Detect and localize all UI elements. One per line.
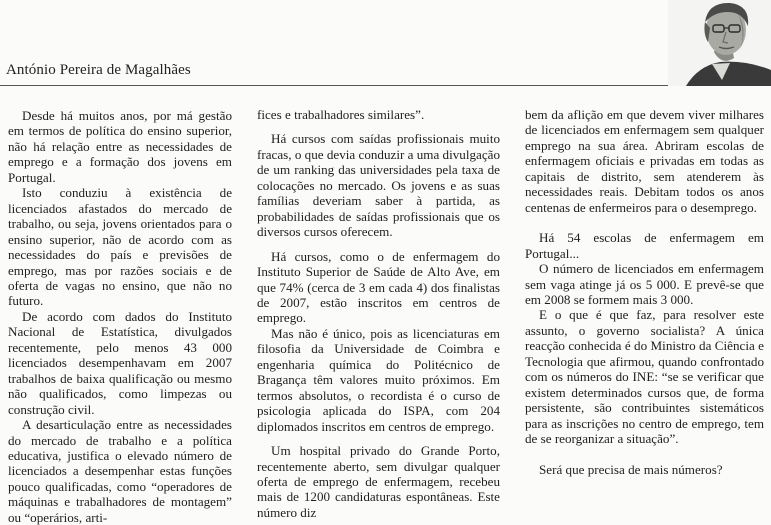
paragraph: Há cursos, como o de enfermagem do Instituto Superior de Saúde de Alto Ave, em que 74% (cerca de 3 em cada 4) dos finalistas de 2007, estão inscritos em centros de emprego. <box>257 248 500 326</box>
paragraph: E o que é que faz, para resolver este assunto, o governo socialista? A única reacção conhecida é do Ministro da Ciência e Tecnologia que afirmou, quando confrontado com os números do INE: “se se verificar que existem determinados cursos que, de forma persistente, são contribuintes sistemáticos para as inscrições no centro de emprego, tem de se reorganizar a situação”. <box>525 307 764 447</box>
article-column-3 <box>525 107 764 477</box>
paragraph: Isto conduziu à existência de licenciados afastados do mercado de trabalho, ou seja, jovens orientados para o ensino superior, não de acordo com as necessidades do país e previsões de emprego, mas por razões sociais e de oferta de vagas no ensino, que não no futuro. <box>8 185 232 309</box>
paragraph: A desarticulação entre as necessidades do mercado de trabalho e a política educativa, justifica o elevado número de licenciados a desempenhar estas funções pouco qualificadas, como “operadores de máquinas e trabalhadores de montagem” ou “operários, arti- <box>8 417 232 525</box>
paragraph: Será que precisa de mais números? <box>539 461 723 477</box>
header-rule <box>0 85 668 86</box>
paragraph: Há cursos com saídas profissionais muito fracas, o que devia conduzir a uma divulgação de um ranking das universidades pela taxa de colocações no mercado. Os jovens e as suas famílias deveriam saber à partida, as probabilidades de saídas profissionais que os diversos cursos oferecem. <box>257 131 500 240</box>
author-photo <box>668 0 771 86</box>
author-byline: António Pereira de Magalhães <box>6 62 191 78</box>
paragraph: bem da aflição em que devem viver milhares de licenciados em enfermagem sem qualquer emprego na sua área. Abriram escolas de enfermagem oficiais e privadas em todas as capitais de distrito, sem atenderem às necessidades reais. Debitam todos os anos centenas de enfermeiros para o desemprego. <box>525 107 764 215</box>
paragraph: De acordo com dados do Instituto Nacional de Estatística, divulgados recentemente, pelo menos 43 000 licenciados desempenhavam em 2007 trabalhos de baixa qualificação ou mesmo não qualificados, como limpezas ou construção civil. <box>8 308 232 417</box>
paragraph: Mas não é único, pois as licenciaturas em filosofia da Universidade de Coimbra e engenharia química do Politécnico de Bragança têm valores muito próximos. Em termos absolutos, o recordista é o curso de psicologia aplicada do ISPA, com 204 diplomados inscritos em centros de emprego. <box>257 325 500 434</box>
paragraph: O número de licenciados em enfermagem sem vaga atinge já os 5 000. E prevê-se que em 2008 se formem mais 3 000. <box>525 261 764 307</box>
article-column-2 <box>257 107 500 520</box>
article-column-1 <box>8 108 232 525</box>
paragraph: Desde há muitos anos, por má gestão em termos de política do ensino superior, não há relação entre as necessidades de emprego e a formação dos jovens em Portugal. <box>8 108 232 185</box>
paragraph: Há 54 escolas de enfermagem em Portugal... <box>525 230 764 261</box>
paragraph: fices e trabalhadores similares”. <box>257 107 425 122</box>
paragraph: Um hospital privado do Grande Porto, recentemente aberto, sem divulgar qualquer oferta de emprego de enfermagem, recebeu mais de 1200 candidaturas espontâneas. Este número diz <box>257 443 500 520</box>
